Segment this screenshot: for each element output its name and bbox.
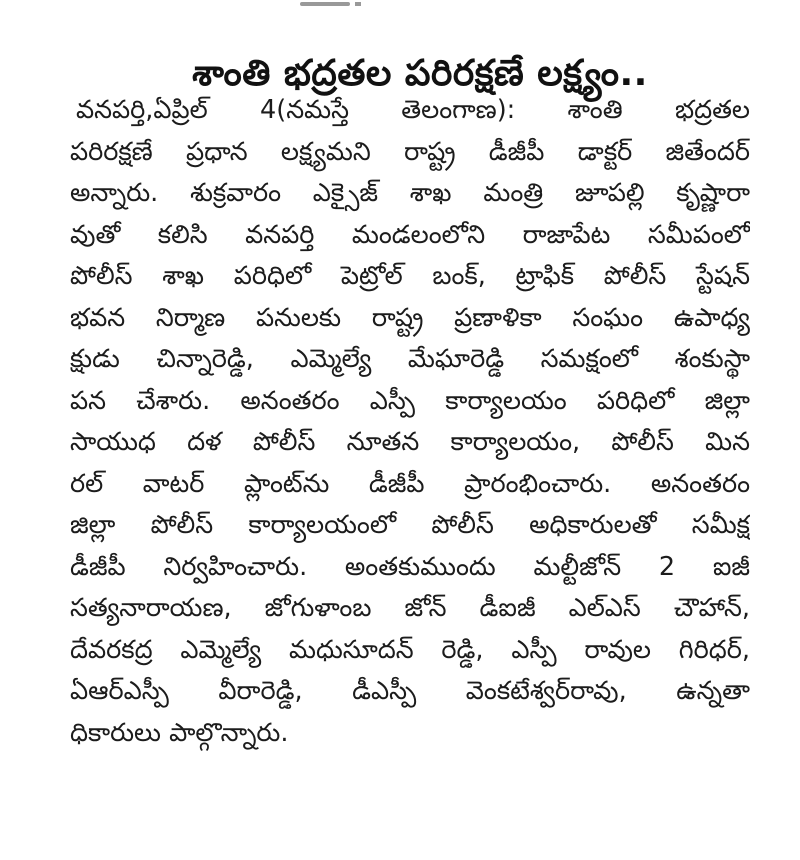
article-line: పన చేశారు. అనంతరం ఎస్పీ కార్యాలయం పరిధిలో జిల్లా xyxy=(70,385,750,416)
article-line: డీజీపీ నిర్వహించారు. అంతకుముందు మల్టీజోన్ 2 ఐజీ xyxy=(70,551,750,582)
article-line: పరిరక్షణే ప్రధాన లక్ష్యమని రాష్ట్ర డీజీపీ డాక్టర్ జితేందర్ xyxy=(70,136,750,167)
article-headline: శాంతి భద్రతల పరిరక్షణే లక్ష్యం.. xyxy=(192,53,648,95)
article-body xyxy=(70,90,750,754)
article-line: జిల్లా పోలీస్ కార్యాలయంలో పోలీస్ అధికారులతో సమీక్ష xyxy=(70,510,750,540)
cropped-text-fragment xyxy=(355,2,361,6)
article-line: వుతో కలిసి వనపర్తి మండలంలోని రాజాపేట సమీపంలో xyxy=(70,219,750,250)
page-top-edge xyxy=(0,0,800,14)
article-line: రల్ వాటర్ ప్లాంట్‌ను డీజీపీ ప్రారంభించారు. అనంతరం xyxy=(70,468,750,499)
article-line: అన్నారు. శుక్రవారం ఎక్సైజ్ శాఖ మంత్రి జూపల్లి కృష్ణారా xyxy=(70,178,750,208)
article-line: పోలీస్ శాఖ పరిధిలో పెట్రోల్ బంక్, ట్రాఫిక్ పోలీస్ స్టేషన్ xyxy=(70,261,750,291)
cropped-text-fragment xyxy=(300,2,350,6)
article-line: భవన నిర్మాణ పనులకు రాష్ట్ర ప్రణాళికా సంఘం ఉపాధ్య xyxy=(70,302,750,333)
article-line: క్షుడు చిన్నారెడ్డి, ఎమ్మెల్యే మేఘారెడ్డి సమక్షంలో శంకుస్థా xyxy=(70,344,750,374)
article-line: ధికారులు పాల్గొన్నారు. xyxy=(70,717,289,748)
article-line: దేవరకద్ర ఎమ్మెల్యే మధుసూదన్ రెడ్డి, ఎస్పీ రావుల గిరిధర్, xyxy=(70,634,750,665)
article-line: సాయుధ దళ పోలీస్ నూతన కార్యాలయం, పోలీస్ మిన xyxy=(70,427,750,457)
article-line: ఏఆర్ఎస్పీ వీరారెడ్డి, డీఎస్పీ వెంకటేశ్వర్‌రావు, ఉన్నతా xyxy=(70,676,750,706)
article-line: సత్యనారాయణ, జోగుళాంబ జోన్ డీఐజీ ఎల్ఎస్ చౌహాన్, xyxy=(70,593,750,623)
article-line: వనపర్తి,ఏప్రిల్ 4(నమస్తే తెలంగాణ): శాంతి భద్రతల xyxy=(76,95,750,125)
